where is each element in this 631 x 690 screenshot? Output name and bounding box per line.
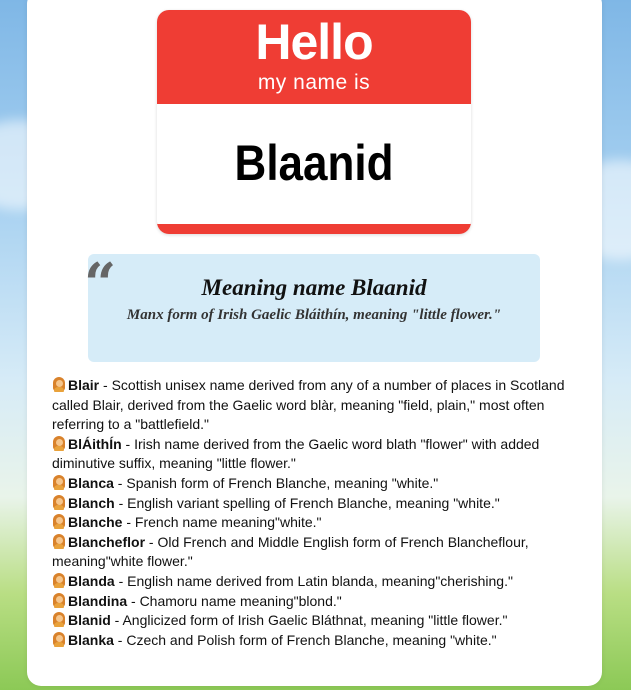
entry-name[interactable]: Blanka [68, 631, 114, 648]
entry-name[interactable]: Blanca [68, 474, 114, 491]
entry-description: - English name derived from Latin blanda, meaning"cherishing." [114, 572, 513, 589]
entry-name[interactable]: Blair [68, 377, 100, 393]
list-item [52, 611, 582, 631]
girl-icon [52, 377, 66, 392]
entry-name[interactable]: Blancheflor [68, 533, 146, 550]
badge-name: Blaanid [234, 135, 394, 191]
entry-description: - Scottish unisex name derived from any of a number of places in Scotland called Blair, derived from the Gaelic word blàr, meaning "field, plain," most often referring to a "battlefield." [52, 377, 565, 433]
entry-description: - English variant spelling of French Blanche, meaning "white." [114, 494, 500, 511]
list-item [52, 592, 582, 612]
girl-icon [52, 632, 66, 647]
meaning-description: Manx form of Irish Gaelic Bláithín, meaning "little flower." [126, 307, 502, 323]
list-item [52, 494, 582, 514]
list-item [52, 474, 582, 494]
entry-name[interactable]: Blanid [68, 612, 111, 629]
meaning-title: Meaning name Blaanid [201, 275, 427, 300]
entry-description: - Old French and Middle English form of French Blancheflour, meaning"white flower." [52, 533, 529, 570]
list-item [52, 513, 582, 533]
girl-icon [52, 495, 66, 510]
girl-icon [52, 436, 66, 451]
list-item [52, 435, 582, 474]
entry-description: - French name meaning"white." [122, 514, 322, 531]
girl-icon [52, 612, 66, 627]
entry-description: - Chamoru name meaning"blond." [127, 592, 342, 609]
girl-icon [52, 475, 66, 490]
list-item [52, 376, 582, 435]
girl-icon [52, 573, 66, 588]
entry-description: - Irish name derived from the Gaelic word blath "flower" with added diminutive suffix, meaning "little flower." [52, 435, 540, 472]
badge-subtitle: my name is [257, 71, 371, 94]
list-item [52, 631, 582, 651]
list-item [52, 572, 582, 592]
entry-description: - Spanish form of French Blanche, meaning "white." [113, 474, 439, 491]
entry-name[interactable]: Blandina [68, 592, 128, 609]
girl-icon [52, 514, 66, 529]
entry-description: - Anglicized form of Irish Gaelic Bláthnat, meaning "little flower." [110, 612, 508, 629]
entry-name[interactable]: Blanch [68, 494, 115, 511]
list-item [52, 533, 582, 572]
girl-icon [52, 593, 66, 608]
girl-icon [52, 534, 66, 549]
badge-hello-text: Hello [255, 14, 373, 70]
quote-icon: “ [84, 251, 117, 317]
entry-name[interactable]: Blanda [68, 572, 115, 589]
name-badge [157, 10, 471, 234]
entry-name[interactable]: BlÁithÍn [68, 435, 122, 452]
entry-name[interactable]: Blanche [68, 514, 123, 531]
related-names-list [52, 376, 582, 650]
entry-description: - Czech and Polish form of French Blanche, meaning "white." [113, 631, 497, 648]
